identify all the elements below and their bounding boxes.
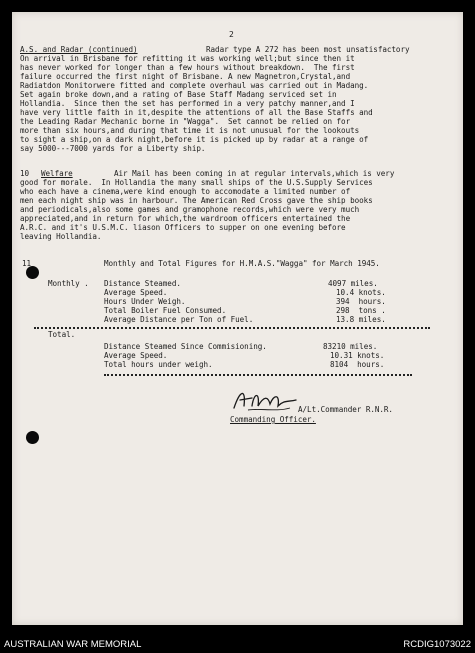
welfare-line: and periodicals,also some games and gramophone records,which were very much [20,205,360,214]
footer-source: AUSTRALIAN WAR MEMORIAL [4,639,142,650]
total-label: Total. [48,330,76,339]
welfare-line: who each have a cinema,were kind enough to accomodate a limited number of [20,187,351,196]
radar-line: failure occurred the first night of Brisbane. A new Magnetron,Crystal,and [20,72,351,81]
signature-title: Commanding Officer. [230,415,316,424]
radar-line: the Leading Radar Mechanic borne in "Wagga". Set cannot be relied on for [20,117,351,126]
radar-heading: A.S. and Radar (continued) [20,45,138,54]
figures-number: 11 [22,259,32,268]
welfare-line: leaving Hollandia. [20,232,102,241]
welfare-line: A.R.C. and it's U.S.M.C. liason Officers to supper on one evening before [20,223,346,232]
total-row-value: 8104 hours. [330,360,385,369]
dotted-separator [104,374,412,376]
radar-line: Radiatdon Monitorwere fitted and complete overhaul was carried out in Madang. [20,81,369,90]
monthly-row-value: 298 tons . [336,306,386,315]
monthly-row-label: Average Speed. [104,288,168,297]
radar-line: more than six hours,and during that time it is not unusual for the lookouts [20,126,360,135]
monthly-row-value: 4097 miles. [328,279,378,288]
monthly-row-value: 10.4 knots. [336,288,386,297]
handwritten-signature [230,386,300,416]
radar-line: say 5000---7000 yards for a Liberty ship. [20,144,206,153]
signature-rank: A/Lt.Commander R.N.R. [298,405,393,414]
monthly-row-label: Total Boiler Fuel Consumed. [104,306,227,315]
radar-line: has never worked for longer than a few hours without breakdown. The first [20,63,355,72]
page-number: 2 [229,30,234,39]
total-row-value: 10.31 knots. [330,351,385,360]
radar-line: have very little faith in it,despite the attentions of all the Base Staffs and [20,108,373,117]
footer-id: RCDIG1073022 [403,639,471,650]
radar-line: Radar type A 272 has been most unsatisfactory [206,45,410,54]
monthly-row-value: 394 hours. [336,297,386,306]
total-row-value: 83210 miles. [323,342,378,351]
total-row-label: Distance Steamed Since Commisioning. [104,342,267,351]
monthly-row-label: Hours Under Weigh. [104,297,186,306]
welfare-number: 10 [20,169,30,178]
radar-line: On arrival in Brisbane for refitting it was working well;but since then it [20,54,355,63]
radar-line: Set again broke down,and a rating of Base Staff Madang serviced set in [20,90,337,99]
monthly-row-label: Average Distance per Ton of Fuel. [104,315,254,324]
figures-title: Monthly and Total Figures for H.M.A.S."Wagga" for March 1945. [104,259,380,268]
dotted-separator [34,327,430,329]
monthly-row-label: Distance Steamed. [104,279,181,288]
document-page [12,12,463,625]
total-row-label: Average Speed. [104,351,168,360]
radar-line: Hollandia. Since then the set has performed in a very patchy manner,and I [20,99,355,108]
welfare-line: good for morale. In Hollandia the many small ships of the U.S.Supply Services [20,178,373,187]
total-row-label: Total hours under weigh. [104,360,213,369]
welfare-line: men each night ship was in harbour. The American Red Cross gave the ship books [20,196,373,205]
welfare-line: Air Mail has been coming in at regular intervals,which is very [114,169,395,178]
welfare-line: appreciated,and in return for which,the wardroom officers entertained the [20,214,351,223]
radar-line: to sight a ship,on a dark night,before it is picked up by radar at a range of [20,135,369,144]
monthly-row-value: 13.8 miles. [336,315,386,324]
archive-footer [0,636,475,653]
monthly-label: Monthly . [48,279,89,288]
welfare-heading: Welfare [41,169,73,178]
punch-hole-bottom [26,431,39,444]
